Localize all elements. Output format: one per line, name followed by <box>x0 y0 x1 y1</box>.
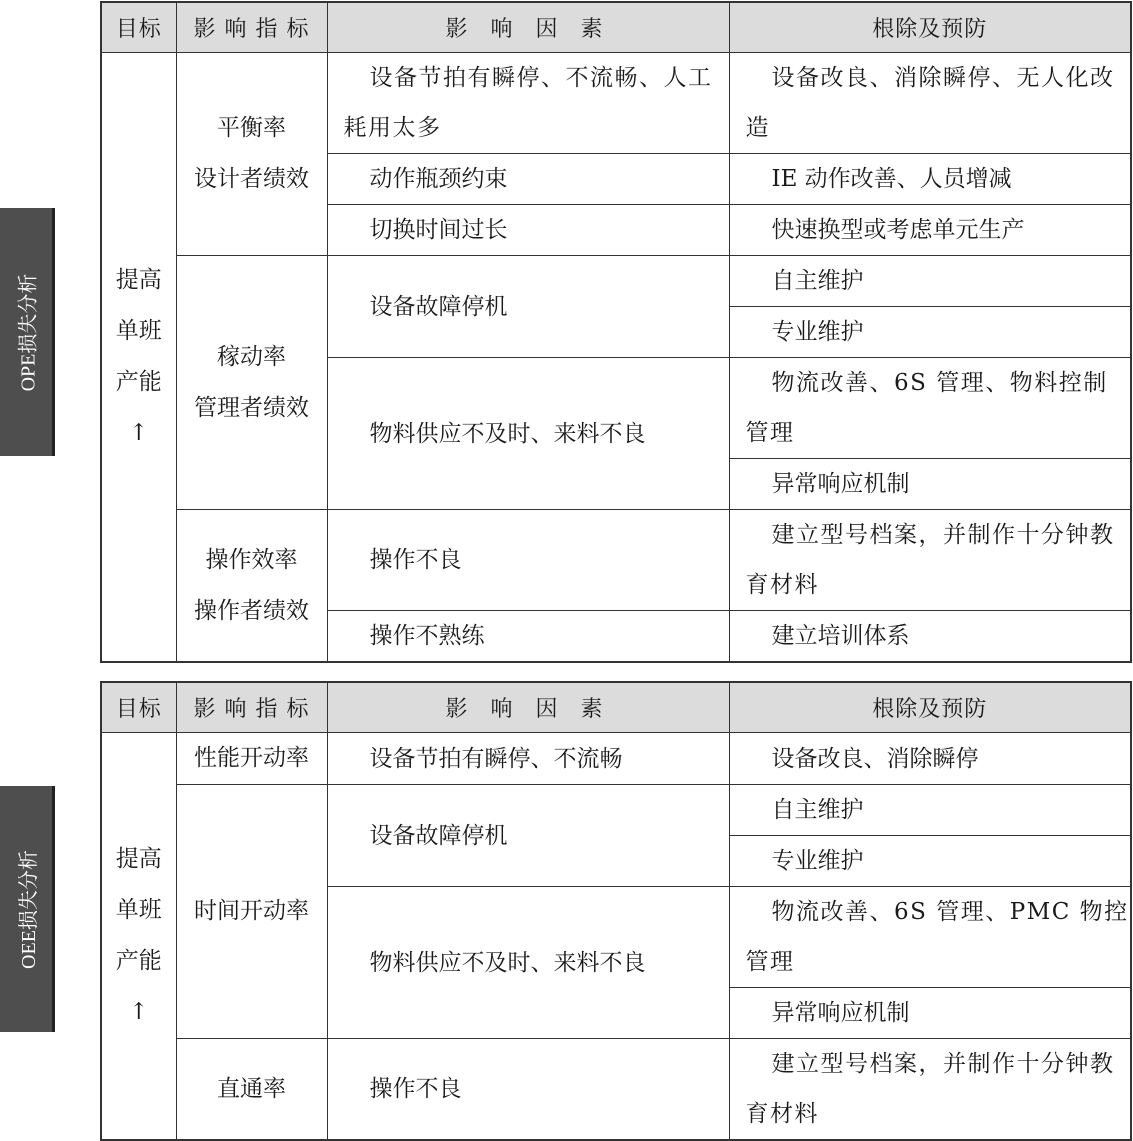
prevention-cell: 异常响应机制 <box>729 459 1131 510</box>
factor-cell: 设备故障停机 <box>327 785 729 887</box>
prevention-cell: 专业维护 <box>729 307 1131 358</box>
prevention-cell <box>729 1039 1131 1141</box>
header-prevention: 根除及预防 <box>729 2 1131 53</box>
prevention-cell: IE 动作改善、人员增减 <box>729 154 1131 205</box>
indicator-performance: 性能开动率 <box>176 733 327 785</box>
factor-cell: 切换时间过长 <box>327 205 729 256</box>
header-indicator: 影 响 指 标 <box>176 682 327 733</box>
goal-arrow: ↑ <box>129 420 149 446</box>
goal-line: 产能 <box>115 948 162 974</box>
table-row <box>101 256 1131 307</box>
indicator-line: 操作者绩效 <box>194 597 309 624</box>
factor-cell <box>327 53 729 154</box>
goal-line: 提高 <box>115 846 162 872</box>
ope-analysis-table <box>100 1 1132 663</box>
header-goal: 目标 <box>101 682 176 733</box>
indicator-line: 稼动率 <box>217 343 286 370</box>
prevention-cell: 自主维护 <box>729 256 1131 307</box>
prevention-cell: 异常响应机制 <box>729 988 1131 1039</box>
table-row <box>101 785 1131 836</box>
table-row <box>101 733 1131 785</box>
indicator-utilization <box>176 256 327 510</box>
goal-cell <box>101 733 176 1141</box>
prevention-text: 建立型号档案，并制作十分钟教育材料 <box>745 1051 1115 1127</box>
prevention-cell: 快速换型或考虑单元生产 <box>729 205 1131 256</box>
factor-cell: 物料供应不及时、来料不良 <box>327 887 729 1039</box>
indicator-efficiency <box>176 510 327 663</box>
prevention-cell: 设备改良、消除瞬停 <box>729 733 1131 785</box>
prevention-text: 物流改善、6S 管理、物料控制管理 <box>745 370 1108 446</box>
indicator-line: 平衡率 <box>217 115 286 141</box>
prevention-cell <box>729 887 1131 988</box>
prevention-cell: 专业维护 <box>729 836 1131 887</box>
factor-cell: 操作不良 <box>327 510 729 611</box>
indicator-time: 时间开动率 <box>176 785 327 1039</box>
header-factor: 影 响 因 素 <box>327 682 729 733</box>
oee-analysis-table <box>100 681 1132 1141</box>
indicator-line: 设计者绩效 <box>194 166 309 192</box>
prevention-text: 物流改善、6S 管理、PMC 物控管理 <box>745 899 1129 975</box>
header-prevention: 根除及预防 <box>729 682 1131 733</box>
factor-cell: 设备节拍有瞬停、不流畅 <box>327 733 729 785</box>
header-goal: 目标 <box>101 2 176 53</box>
factor-cell: 物料供应不及时、来料不良 <box>327 358 729 510</box>
oee-side-label <box>0 786 55 1032</box>
ope-side-label <box>0 208 55 456</box>
prevention-cell <box>729 510 1131 611</box>
prevention-cell: 建立培训体系 <box>729 611 1131 663</box>
factor-cell: 操作不良 <box>327 1039 729 1141</box>
goal-line: 提高 <box>115 267 162 293</box>
factor-cell: 操作不熟练 <box>327 611 729 663</box>
factor-cell: 动作瓶颈约束 <box>327 154 729 205</box>
goal-cell <box>101 53 176 663</box>
oee-side-label-text: OEE损失分析 <box>17 849 40 969</box>
goal-line: 单班 <box>115 897 162 923</box>
header-indicator: 影 响 指 标 <box>176 2 327 53</box>
prevention-cell <box>729 53 1131 154</box>
table-header-row <box>101 2 1131 53</box>
indicator-first-pass: 直通率 <box>176 1039 327 1141</box>
indicator-balance <box>176 53 327 256</box>
prevention-text: 设备改良、消除瞬停、无人化改造 <box>745 65 1115 141</box>
goal-line: 单班 <box>115 318 162 344</box>
factor-cell: 设备故障停机 <box>327 256 729 358</box>
goal-line: 产能 <box>115 369 162 395</box>
prevention-text: 建立型号档案，并制作十分钟教育材料 <box>745 522 1115 598</box>
ope-side-label-text: OPE损失分析 <box>17 273 40 391</box>
prevention-cell <box>729 358 1131 459</box>
factor-text: 设备节拍有瞬停、不流畅、人工耗用太多 <box>343 65 713 141</box>
indicator-line: 管理者绩效 <box>194 394 309 421</box>
table-header-row <box>101 682 1131 733</box>
header-factor: 影 响 因 素 <box>327 2 729 53</box>
prevention-cell: 自主维护 <box>729 785 1131 836</box>
indicator-line: 操作效率 <box>205 546 298 573</box>
goal-arrow: ↑ <box>129 999 149 1025</box>
